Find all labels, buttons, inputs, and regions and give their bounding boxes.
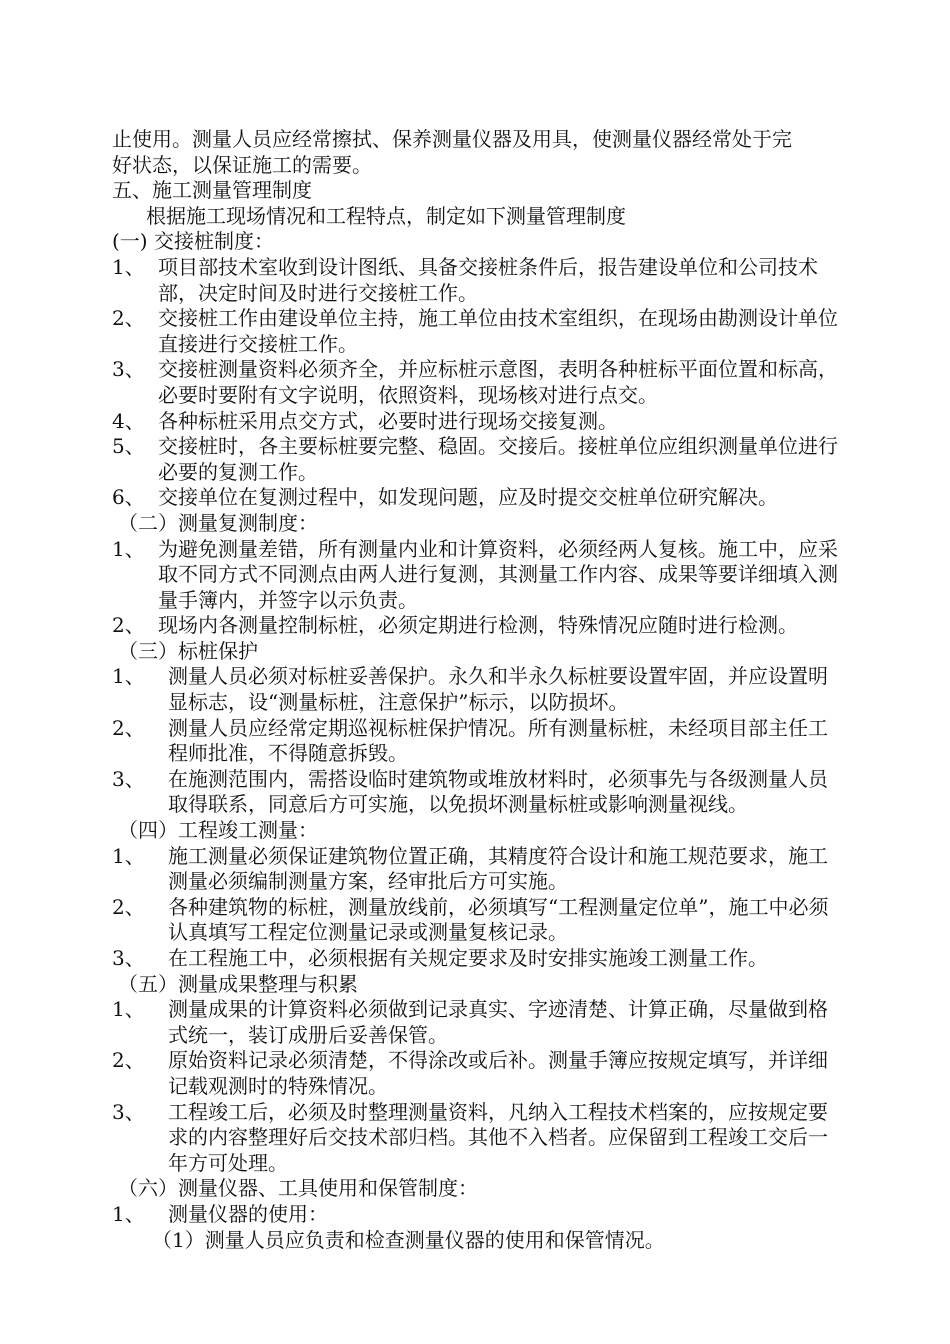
list-item (112, 537, 847, 614)
item-number: 1、 (112, 1201, 145, 1226)
item-number: 2、 (112, 1048, 145, 1073)
item-number: 1、 (112, 254, 145, 279)
list-item (112, 1202, 847, 1228)
document-body (112, 127, 847, 1253)
list-item (112, 613, 847, 639)
item-number: 1、 (112, 664, 145, 689)
item-number: 2、 (112, 894, 145, 919)
item-text: 工程竣工后，必须及时整理测量资料，凡纳入工程技术档案的，应按规定要求的内容整理好后交技术部归档。其他不入档者。应保留到工程竣工交后一年方可处理。 (168, 1099, 828, 1175)
subsection-heading: （二）测量复测制度： (118, 510, 318, 535)
item-text: 在工程施工中，必须根据有关规定要求及时安排实施竣工测量工作。 (168, 946, 768, 970)
intro-line: 好状态，以保证施工的需要。 (112, 152, 372, 177)
list-item (112, 1048, 847, 1099)
item-text: 施工测量必须保证建筑物位置正确，其精度符合设计和施工规范要求，施工测量必须编制测量方案，经审批后方可实施。 (168, 843, 828, 894)
item-number: 6、 (112, 485, 145, 510)
item-text: 项目部技术室收到设计图纸、具备交接桩条件后，报告建设单位和公司技术部，决定时间及时进行交接桩工作。 (158, 254, 818, 305)
list-item (112, 997, 847, 1048)
item-text: 交接桩测量资料必须齐全，并应标桩示意图，表明各种桩标平面位置和标高，必要时要附有文字说明，依照资料，现场核对进行点交。 (158, 357, 838, 407)
item-text: 在施测范围内，需搭设临时建筑物或堆放材料时，必须事先与各级测量人员取得联系，同意后方可实施，以免损坏测量标桩或影响测量视线。 (168, 766, 828, 817)
item-number: 2、 (112, 613, 145, 638)
list-item (112, 844, 847, 895)
item-number: 1、 (112, 997, 145, 1022)
item-text: 为避免测量差错，所有测量内业和计算资料，必须经两人复核。施工中，应采取不同方式不同测点由两人进行复测，其测量工作内容、成果等要详细填入测量手簿内，并签字以示负责。 (158, 536, 838, 612)
item-number: 3、 (112, 357, 145, 382)
list-item (112, 664, 847, 715)
item-text: 交接桩工作由建设单位主持，施工单位由技术室组织，在现场由勘测设计单位直接进行交接桩工作。 (158, 306, 838, 356)
list-item (112, 485, 847, 511)
item-number: 2、 (112, 715, 145, 740)
list-item (112, 306, 847, 357)
section-lead: 根据施工现场情况和工程特点，制定如下测量管理制度 (146, 203, 626, 228)
subsection-heading: （六）测量仪器、工具使用和保管制度： (118, 1176, 478, 1201)
item-text: 各种标桩采用点交方式，必要时进行现场交接复测。 (158, 408, 618, 433)
list-item (112, 1100, 847, 1177)
intro-line: 止使用。测量人员应经常擦拭、保养测量仪器及用具，使测量仪器经常处于完 (112, 127, 792, 151)
item-text: 测量仪器的使用： (168, 1201, 328, 1226)
list-item (112, 946, 847, 972)
subsection-heading: (一) 交接桩制度： (112, 229, 274, 254)
item-number: 5、 (112, 434, 145, 459)
item-number: 3、 (112, 946, 145, 970)
item-number: 1、 (112, 536, 145, 561)
item-number: 4、 (112, 408, 145, 433)
subsection-heading: （四）工程竣工测量： (118, 818, 318, 843)
subsection-heading: （三）标桩保护 (118, 638, 258, 663)
item-text: 测量人员应经常定期巡视标桩保护情况。所有测量标桩，未经项目部主任工程师批准，不得随意拆毁。 (168, 715, 828, 766)
item-text: 现场内各测量控制标桩，必须定期进行检测，特殊情况应随时进行检测。 (158, 613, 798, 638)
subsection-heading: （五）测量成果整理与积累 (118, 971, 358, 996)
item-number: 2、 (112, 306, 145, 331)
list-item (112, 255, 847, 306)
section-heading: 五、施工测量管理制度 (112, 178, 312, 203)
list-item (112, 409, 847, 435)
item-number: 3、 (112, 766, 145, 791)
list-item (112, 434, 847, 485)
item-text: 交接单位在复测过程中，如发现问题，应及时提交交桩单位研究解决。 (158, 485, 778, 510)
list-item (112, 767, 847, 818)
item-text: 测量成果的计算资料必须做到记录真实、字迹清楚、计算正确，尽量做到格式统一，装订成册后妥善保管。 (168, 997, 828, 1047)
item-text: 交接桩时，各主要标桩要完整、稳固。交接后。接桩单位应组织测量单位进行必要的复测工作。 (158, 434, 838, 484)
list-item (112, 716, 847, 767)
item-text: 测量人员必须对标桩妥善保护。永久和半永久标桩要设置牢固，并应设置明显标志，设“测量标桩，注意保护”标示，以防损坏。 (168, 664, 828, 715)
item-text: 各种建筑物的标桩，测量放线前，必须填写“工程测量定位单”，施工中必须认真填写工程定位测量记录或测量复核记录。 (168, 894, 829, 945)
item-number: 3、 (112, 1099, 145, 1124)
list-item (112, 357, 847, 408)
item-text: 原始资料记录必须清楚，不得涂改或后补。测量手簿应按规定填写，并详细记载观测时的特殊情况。 (168, 1048, 828, 1098)
sub-item: （1）测量人员应负责和检查测量仪器的使用和保管情况。 (152, 1227, 665, 1252)
list-item (112, 895, 847, 946)
item-number: 1、 (112, 843, 145, 868)
